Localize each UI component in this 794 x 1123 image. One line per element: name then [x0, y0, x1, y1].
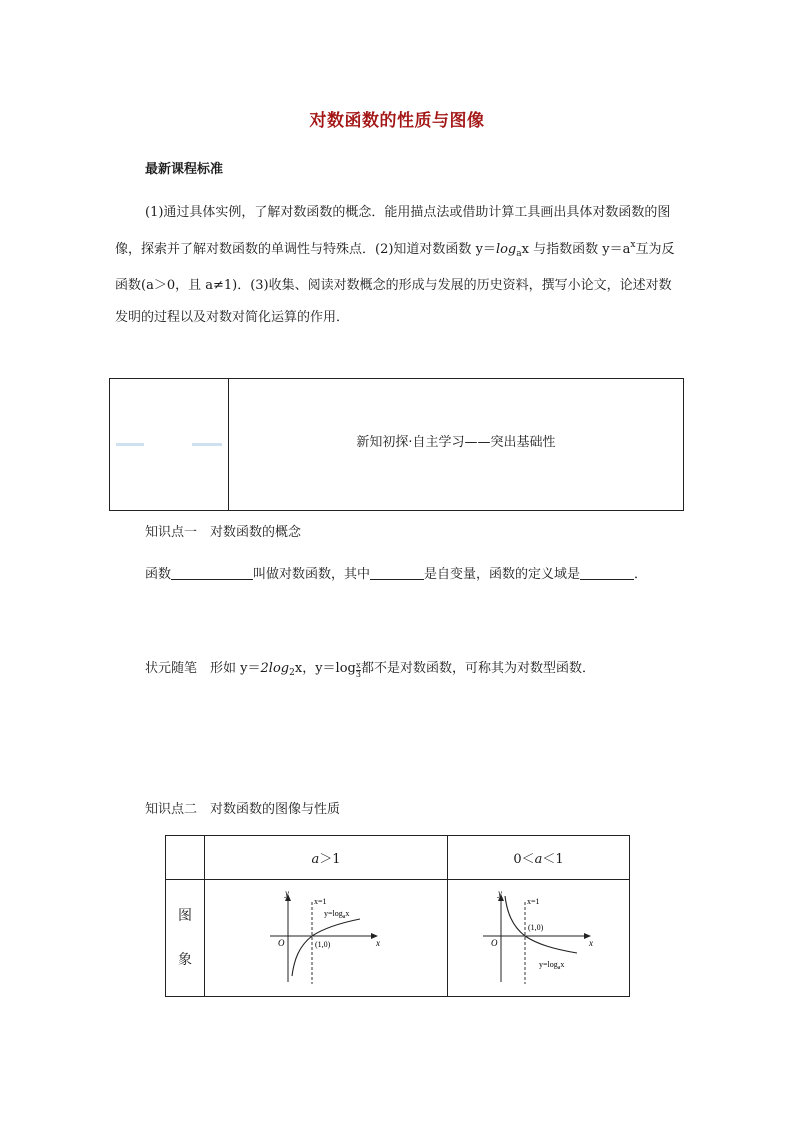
decor-line [192, 443, 222, 446]
answer-blank[interactable] [370, 565, 424, 580]
origin-label: O [278, 938, 285, 948]
example-formula-2: y＝log $\frac{x}{3}$ [315, 661, 361, 679]
standards-text-2: 与指数函数 [528, 242, 603, 257]
graph-cell-increasing [205, 880, 448, 997]
note-label: 状元随笔 [145, 661, 198, 676]
scholar-note: 状元随笔 形如 $y=2\log_2x$，y＝log $\frac{x}{3}$ 都不是对数函数，可称其为对数型函数． [145, 661, 595, 679]
x-axis-label: x [588, 938, 593, 948]
standards-text-3: 互为反函数(a＞0，且 a≠1)．(3)收集、阅读对数概念的形成与发展的历史资料，撰写小论文，论述对数发明的过程以及对数对简化运算的作用． [115, 242, 675, 325]
banner-decoration [110, 379, 229, 510]
standards-heading: 最新课程标准 [145, 162, 224, 177]
origin-label: O [490, 938, 497, 948]
decreasing-log-graph [479, 886, 599, 986]
increasing-log-graph [266, 886, 386, 986]
y-axis-label: y [285, 888, 289, 898]
graph-cell-decreasing [448, 880, 630, 997]
exp-formula: $y=a^x$ [602, 240, 636, 257]
decor-line [116, 443, 144, 446]
section-banner [109, 378, 684, 511]
banner-text: 新知初探·自主学习——突出基础性 [356, 435, 556, 450]
knowledge-point-1-heading: 知识点一 对数函数的概念 [145, 525, 302, 540]
header-a-between-0-1: 0＜a＜1 [448, 836, 630, 880]
example-formula-1: $y=2\log_2x$ [240, 661, 303, 678]
line-label: x=1 [526, 897, 540, 906]
row-label-graph: 图 象 [166, 880, 205, 997]
standards-paragraph [115, 197, 680, 334]
standards-text-1: (1)通过具体实例，了解对数函数的概念．能用描点法或借助计算工具画出具体对数函数的图像，探索并了解对数函数的单调性与特殊点．(2)知道对数函数 [115, 205, 671, 257]
curve-label: $y=\log_ax$ [538, 960, 564, 971]
curve-label: $y=\log_ax$ [324, 909, 350, 920]
corner-cell [166, 836, 205, 880]
point-label: (1,0) [527, 923, 543, 932]
page-title: 对数函数的性质与图像 [309, 111, 485, 131]
answer-blank[interactable] [580, 565, 634, 580]
knowledge-point-2-heading: 知识点二 对数函数的图像与性质 [145, 802, 341, 817]
header-a-greater-1: a＞1 [205, 836, 448, 880]
properties-table [165, 835, 630, 997]
x-axis-label: x [376, 938, 380, 948]
log-formula: $y=\log_ax$ [475, 242, 529, 259]
definition-fill-line: 函数 叫做对数函数，其中 是自变量，函数的定义域是 ． [145, 567, 648, 582]
line-label: x=1 [314, 897, 327, 906]
y-axis-label: y [497, 888, 502, 898]
point-label: (1,0) [315, 940, 331, 949]
answer-blank[interactable] [171, 565, 253, 580]
